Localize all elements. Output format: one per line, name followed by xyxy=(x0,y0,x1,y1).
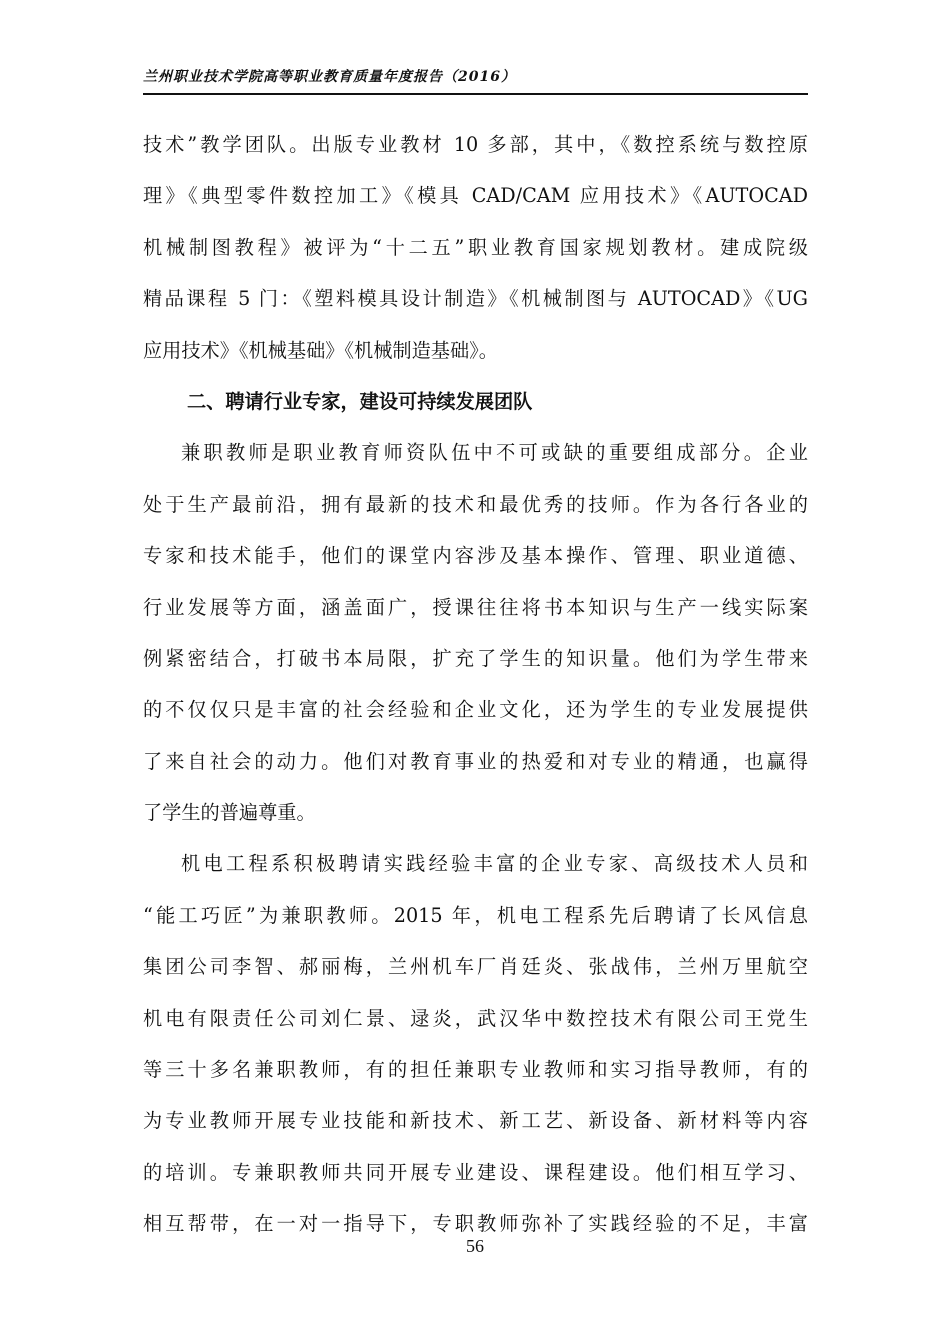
text-line: 处于生产最前沿，拥有最新的技术和最优秀的技师。作为各行各业的 xyxy=(143,492,808,516)
page-body xyxy=(143,119,808,1250)
text-line: “能工巧匠”为兼职教师。2015 年，机电工程系先后聘请了长风信息 xyxy=(143,903,808,927)
text-line: 技术”教学团队。出版专业教材 10 多部，其中，《数控系统与数控原 xyxy=(143,133,808,156)
text-line: 相互帮带，在一对一指导下，专职教师弥补了实践经验的不足，丰富 xyxy=(143,1212,808,1236)
paragraph-mechatronics-dept xyxy=(143,838,808,1249)
page-number: 56 xyxy=(466,1236,484,1256)
text-line: 专家和技术能手，他们的课堂内容涉及基本操作、管理、职业道德、 xyxy=(143,544,808,568)
paragraph-textbooks xyxy=(143,119,808,376)
text-line: 了来自社会的动力。他们对教育事业的热爱和对专业的精通，也赢得 xyxy=(143,749,808,773)
text-line: 兼职教师是职业教育师资队伍中不可或缺的重要组成部分。企业 xyxy=(181,441,808,465)
text-line: 精品课程 5 门：《塑料模具设计制造》《机械制图与 AUTOCAD》《UG xyxy=(143,287,808,311)
text-line: 了学生的普遍尊重。 xyxy=(143,801,316,825)
text-line: 等三十多名兼职教师，有的担任兼职专业教师和实习指导教师，有的 xyxy=(143,1058,808,1082)
text-line: 为专业教师开展专业技能和新技术、新工艺、新设备、新材料等内容 xyxy=(143,1109,808,1133)
text-line: 机械制图教程》被评为“十二五”职业教育国家规划教材。建成院级 xyxy=(143,235,808,259)
paragraph-part-time-teachers xyxy=(143,427,808,838)
header-rule xyxy=(143,93,808,95)
text-line: 机电工程系积极聘请实践经验丰富的企业专家、高级技术人员和 xyxy=(181,852,808,876)
text-line: 的培训。专兼职教师共同开展专业建设、课程建设。他们相互学习、 xyxy=(143,1160,808,1184)
text-line: 机电有限责任公司刘仁景、逯炎，武汉华中数控技术有限公司王党生 xyxy=(143,1006,808,1030)
text-line: 的不仅仅只是丰富的社会经验和企业文化，还为学生的专业发展提供 xyxy=(143,698,808,722)
section-heading: 二、聘请行业专家，建设可持续发展团队 xyxy=(187,389,533,413)
text-line: 集团公司李智、郝丽梅，兰州机车厂肖廷炎、张战伟，兰州万里航空 xyxy=(143,955,808,979)
text-line: 例紧密结合，打破书本局限，扩充了学生的知识量。他们为学生带来 xyxy=(143,646,808,670)
text-line: 理》《典型零件数控加工》《模具 CAD/CAM 应用技术》《AUTOCAD xyxy=(143,184,808,208)
text-line: 应用技术》《机械基础》《机械制造基础》。 xyxy=(143,338,498,362)
text-line: 行业发展等方面，涵盖面广，授课往往将书本知识与生产一线实际案 xyxy=(143,595,808,619)
running-header: 兰州职业技术学院高等职业教育质量年度报告（2016） xyxy=(143,69,516,85)
